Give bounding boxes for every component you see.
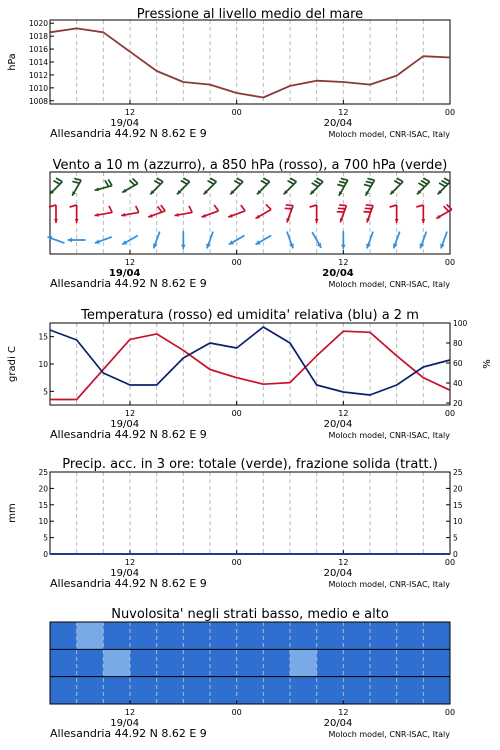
hum-y-tick-label: 80	[453, 339, 463, 348]
date-label: 19/04	[110, 568, 140, 579]
date-label: 19/04	[108, 268, 141, 279]
x-tick-label: 00	[444, 708, 456, 717]
cloud-cell	[103, 622, 130, 650]
cloud-cell	[263, 649, 290, 677]
cloud-cell	[157, 677, 184, 705]
x-tick-label: 12	[124, 708, 136, 717]
wind-barb-feather	[56, 178, 62, 182]
wind-barb	[363, 205, 373, 222]
cloud-cell	[237, 677, 264, 705]
location-label: Allesandria 44.92 N 8.62 E 9	[50, 127, 207, 140]
wind-barb-feather	[341, 178, 348, 180]
wind-barb-feather	[266, 204, 271, 209]
plot-frame	[50, 472, 450, 554]
precip-y-tick-label: 20	[38, 484, 48, 494]
cloud-cell	[237, 622, 264, 650]
wind-barb-feather	[416, 205, 423, 207]
y2-axis-label: %	[482, 359, 493, 369]
cloud-cell	[343, 677, 370, 705]
wind-barb-feather	[442, 181, 448, 185]
wind-barb-head	[202, 214, 206, 218]
pressure-y-tick-label: 1010	[28, 83, 48, 93]
wind-barb-feather	[444, 178, 450, 182]
cloud-cell	[237, 649, 264, 677]
cloud-cell	[397, 649, 424, 677]
wind-barb	[440, 232, 447, 249]
wind-barb-feather	[439, 183, 445, 187]
wind-barb-feather	[54, 181, 60, 185]
wind-barb	[122, 178, 138, 192]
pressure-y-tick-label: 1012	[28, 70, 48, 80]
wind-barb-head	[228, 214, 232, 218]
date-label: 20/04	[323, 419, 353, 430]
x-tick-label: 00	[231, 108, 242, 117]
pressure-y-tick-label: 1020	[28, 19, 48, 29]
pressure-y-tick-label: 1014	[28, 58, 48, 67]
cloud-cell	[157, 649, 184, 677]
x-tick-label: 00	[444, 108, 456, 117]
pressure-y-tick-label: 1018	[28, 32, 48, 42]
wind-barb-feather	[74, 178, 81, 180]
wind-barb	[341, 231, 346, 249]
wind-barb-feather	[390, 205, 397, 207]
wind-barb	[153, 232, 160, 249]
wind-barb-head	[148, 214, 152, 218]
wind-barb-feather	[421, 181, 427, 185]
wind-barb	[390, 205, 399, 223]
cloud-cell	[50, 622, 77, 650]
cloud-cell	[290, 649, 317, 677]
x-tick-label: 12	[124, 258, 136, 267]
wind-barb-feather	[418, 183, 424, 187]
cloud-cell	[423, 622, 450, 650]
cloud-cell	[183, 677, 210, 705]
cloud-cell	[317, 622, 344, 650]
wind-barb	[337, 205, 347, 222]
wind-barb-feather	[310, 205, 317, 207]
wind-barb-feather	[367, 178, 374, 180]
precip-y-tick-label: 0	[43, 550, 48, 559]
location-label: Allesandria 44.92 N 8.62 E 9	[50, 428, 207, 441]
date-label: 19/04	[110, 718, 140, 729]
x-tick-label: 12	[338, 258, 349, 267]
wind-barb-feather	[290, 178, 296, 182]
precip-y-tick-label: 15	[38, 500, 48, 510]
cloud-cell	[343, 649, 370, 677]
wind-barb	[366, 232, 373, 249]
wind-barb	[393, 232, 400, 249]
wind-barb-feather	[366, 181, 373, 183]
hum-y-tick-label: 60	[453, 359, 463, 368]
wind-barb	[206, 232, 213, 249]
precip-y-tick-label: 10	[38, 517, 48, 527]
cloud-cell	[130, 677, 157, 705]
cloud-cell	[157, 622, 184, 650]
wind-barb-feather	[286, 205, 293, 206]
cloud-cell	[397, 677, 424, 705]
y-axis-label: hPa	[7, 53, 18, 71]
cloud-cell	[50, 649, 77, 677]
x-tick-label: 12	[338, 558, 349, 567]
wind-barb-feather	[423, 178, 429, 182]
cloud-cell	[183, 649, 210, 677]
cloud-cell	[290, 677, 317, 705]
cloud-cell	[103, 649, 130, 677]
x-tick-label: 12	[124, 108, 136, 117]
wind-barb-head	[421, 219, 425, 223]
wind-barb	[50, 178, 63, 194]
wind-barb-feather	[363, 212, 370, 213]
wind-barb-feather	[189, 206, 192, 213]
cloud-cell	[317, 677, 344, 705]
precip-y2-tick-label: 15	[453, 500, 463, 510]
credit-label: Moloch model, CNR-ISAC, Italy	[328, 580, 450, 589]
chart-title: Temperatura (rosso) ed umidita' relativa (blu) a 2 m	[81, 308, 419, 323]
precip-y-tick-label: 5	[43, 533, 48, 543]
credit-label: Moloch model, CNR-ISAC, Italy	[328, 280, 450, 289]
date-label: 20/04	[323, 118, 353, 129]
plot-frame	[50, 20, 450, 104]
cloud-cell	[77, 677, 104, 705]
wind-barb-feather	[157, 178, 163, 182]
date-label: 20/04	[323, 568, 353, 579]
wind-barb-feather	[154, 181, 160, 185]
cloud-cell	[317, 649, 344, 677]
x-tick-label: 00	[231, 258, 242, 267]
x-tick-label: 12	[338, 409, 349, 418]
y-axis-label: gradi C	[7, 346, 18, 382]
x-tick-label: 00	[444, 558, 456, 567]
cloud-cell	[423, 649, 450, 677]
wind-barb-feather	[339, 181, 346, 183]
wind-barb-feather	[263, 178, 269, 182]
x-tick-label: 00	[444, 409, 456, 418]
cloud-cell	[103, 677, 130, 705]
cloud-cell	[343, 622, 370, 650]
chart-title: Pressione al livello medio del mare	[136, 7, 364, 22]
precip-y2-tick-label: 0	[453, 550, 458, 559]
wind-barb-feather	[314, 181, 320, 185]
cloud-cell	[130, 622, 157, 650]
date-label: 19/04	[110, 118, 140, 129]
cloud-cell	[210, 677, 237, 705]
wind-barb-head	[395, 219, 399, 223]
wind-barb-feather	[397, 178, 403, 182]
credit-label: Moloch model, CNR-ISAC, Italy	[328, 431, 450, 440]
wind-barb-feather	[72, 181, 79, 183]
wind-barb-feather	[70, 205, 77, 207]
temp-y-tick-label: 5	[43, 387, 48, 397]
wind-barb-feather	[208, 181, 214, 185]
cloud-cell	[210, 622, 237, 650]
temp-y-tick-label: 15	[38, 332, 48, 342]
wind-barb-feather	[181, 181, 187, 185]
x-tick-label: 00	[231, 409, 242, 418]
wind-barb	[420, 232, 427, 249]
x-tick-label: 12	[338, 108, 349, 117]
pressure-y-tick-label: 1016	[28, 45, 48, 55]
wind-barb-feather	[158, 206, 162, 212]
wind-barb	[70, 205, 79, 223]
wind-barb	[310, 205, 319, 223]
date-label: 20/04	[323, 718, 353, 729]
hum-y-tick-label: 40	[453, 379, 463, 388]
cloud-cell	[370, 649, 397, 677]
cloud-cell	[370, 677, 397, 705]
cloud-cell	[263, 677, 290, 705]
credit-label: Moloch model, CNR-ISAC, Italy	[328, 130, 450, 139]
cloud-cell	[263, 622, 290, 650]
wind-barb-feather	[394, 181, 400, 185]
chart-title: Precip. acc. in 3 ore: totale (verde), frazione solida (tratt.)	[62, 457, 438, 472]
chart-title: Vento a 10 m (azzurro), a 850 hPa (rosso), a 700 hPa (verde)	[52, 158, 448, 173]
date-label: 20/04	[322, 268, 354, 279]
date-label: 19/04	[110, 419, 140, 430]
wind-barb-feather	[136, 206, 139, 213]
wind-barb-feather	[337, 185, 344, 187]
cloud-cell	[397, 622, 424, 650]
temperature-line	[50, 331, 450, 399]
wind-barb-feather	[261, 181, 267, 185]
wind-barb	[364, 178, 375, 195]
wind-barb-feather	[337, 212, 344, 213]
cloud-cell	[210, 649, 237, 677]
wind-arrow-head	[68, 238, 72, 243]
x-tick-label: 00	[231, 708, 242, 717]
wind-barb-feather	[241, 205, 245, 211]
wind-barb-feather	[365, 208, 372, 209]
wind-barb-head	[75, 219, 79, 223]
cloud-cell	[290, 622, 317, 650]
x-tick-label: 12	[338, 708, 349, 717]
wind-barb-feather	[312, 183, 318, 187]
wind-barb	[337, 178, 348, 195]
y-axis-label: mm	[7, 503, 18, 523]
temp-y-tick-label: 10	[38, 360, 48, 369]
wind-barb-feather	[285, 208, 292, 209]
wind-arrow-head	[181, 245, 186, 249]
wind-barb-feather	[214, 205, 218, 211]
x-tick-label: 00	[444, 258, 456, 267]
pressure-line	[50, 28, 450, 97]
wind-barb	[416, 205, 425, 223]
wind-barb	[285, 205, 293, 222]
wind-barb	[438, 178, 451, 194]
location-label: Allesandria 44.92 N 8.62 E 9	[50, 577, 207, 590]
wind-barb-feather	[288, 181, 294, 185]
wind-barb-feather	[183, 178, 189, 182]
credit-label: Moloch model, CNR-ISAC, Italy	[328, 730, 450, 739]
wind-barb-feather	[109, 206, 112, 213]
wind-barb-feather	[338, 208, 345, 209]
wind-barb-feather	[108, 179, 112, 185]
wind-barb-head	[315, 219, 319, 223]
wind-barb-feather	[339, 205, 346, 206]
x-tick-label: 00	[231, 558, 242, 567]
wind-barb-feather	[234, 181, 240, 185]
x-tick-label: 12	[124, 558, 136, 567]
wind-barb-feather	[237, 178, 243, 182]
wind-arrow-head	[341, 245, 346, 249]
cloud-cell	[50, 677, 77, 705]
location-label: Allesandria 44.92 N 8.62 E 9	[50, 277, 207, 290]
precip-y2-tick-label: 10	[453, 517, 463, 527]
hum-y-tick-label: 20	[453, 399, 463, 408]
precip-y2-tick-label: 5	[453, 533, 458, 543]
location-label: Allesandria 44.92 N 8.62 E 9	[50, 727, 207, 740]
wind-barb-feather	[161, 205, 165, 211]
wind-barb-feather	[210, 178, 216, 182]
wind-barb-head	[54, 219, 58, 223]
wind-barb-feather	[364, 185, 371, 187]
wind-barb-feather	[317, 178, 323, 182]
plot-frame	[50, 323, 450, 405]
cloud-cell	[77, 622, 104, 650]
wind-barb-feather	[366, 205, 373, 206]
x-tick-label: 12	[124, 409, 136, 418]
chart-title: Nuvolosita' negli strati basso, medio e alto	[111, 607, 389, 622]
precip-y-tick-label: 25	[38, 468, 48, 477]
precip-y2-tick-label: 20	[453, 484, 463, 494]
hum-y-tick-label: 100	[453, 319, 468, 328]
pressure-y-tick-label: 1008	[28, 96, 48, 106]
cloud-cell	[130, 649, 157, 677]
cloud-cell	[370, 622, 397, 650]
precip-y2-tick-label: 25	[453, 468, 463, 477]
cloud-cell	[77, 649, 104, 677]
wind-barb-feather	[105, 180, 109, 186]
wind-barb	[181, 231, 186, 249]
cloud-cell	[423, 677, 450, 705]
wind-barb	[287, 232, 294, 249]
wind-barb	[436, 204, 452, 218]
cloud-cell	[183, 622, 210, 650]
